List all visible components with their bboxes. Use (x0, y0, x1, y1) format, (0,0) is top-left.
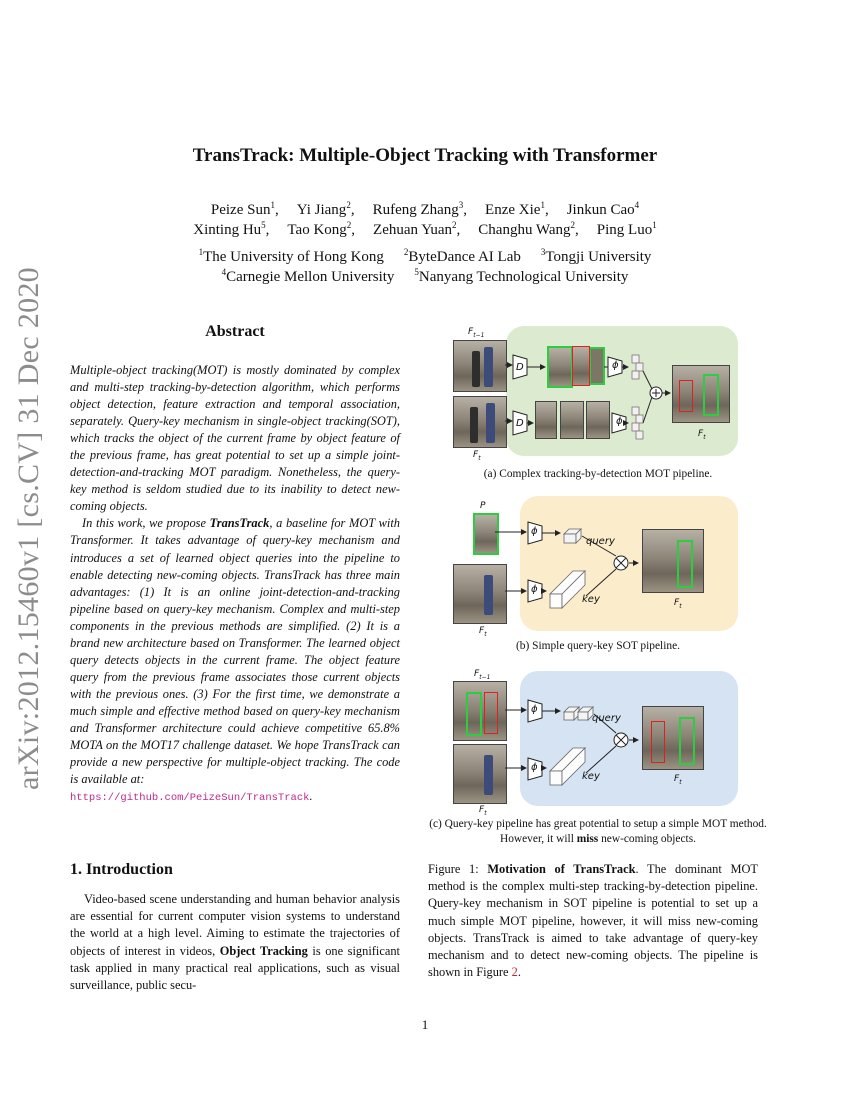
author-2-1: Tao Kong$^2$, (287, 220, 356, 238)
code-url-link[interactable]: https://github.com/PeizeSun/TransTrack (70, 792, 310, 805)
caption-c (428, 817, 768, 847)
affiliation-1-0: $^1$The University of Hong Kong (198, 247, 384, 265)
caption-c-text: (c) Query-key pipeline has great potential to setup a simple MOT method. However, it will (429, 818, 767, 845)
abstract-heading: Abstract (205, 323, 265, 340)
output-image-a (672, 365, 730, 423)
phi-label-a-top: ϕ (612, 360, 619, 371)
introduction-heading: 1. Introduction (70, 861, 173, 878)
detector-d-label-bottom: D (516, 418, 524, 429)
paper-title: TransTrack: Multiple-Object Tracking with Transformer (192, 145, 658, 166)
affiliation-5-1: $^5$Nanyang Technological University (414, 267, 629, 285)
affiliations-line-1 (100, 247, 750, 266)
abstract-p2-body: , a baseline for MOT with Transformer. It takes advantage of query-key mechanism and introduces a set of learned object queries into the pipeline to enable detecting new-coming objects. TransTrack has three main advantages: (1) It is an online joint-detection-and-tracking pipeline based on query-key mechanism. Complex and multi-step components in the previous methods are simplified. (2) It is a brand new architecture based on Transformer. The learned object query detects objects in the current frame. The object feature query from the previous frame associates those current objects with the previous ones. (3) For the first time, we demonstrate a much simple and effective method based on query-key mechanism and Transformer architecture could achieve competitive 65.8% MOTA on the MOT17 challenge dataset. We hope TransTrack can provide a new perspective for multiple-object tracking. The code is available at: (70, 516, 400, 787)
affiliation-3-2: $^3$Tongji University (540, 247, 652, 265)
affiliation-4-0: $^4$Carnegie Mellon University (221, 267, 395, 285)
label-f-prev-a: $F_{t-1}$ (468, 327, 485, 339)
author-2-3: Changhu Wang$^2$, (478, 220, 579, 238)
query-label-c: query (592, 713, 621, 724)
transtrack-bold: TransTrack (209, 516, 270, 531)
label-f-out-a: $F_t$ (698, 429, 706, 441)
phi-label-c-top: ϕ (531, 704, 538, 715)
key-label-c: key (582, 771, 600, 782)
crop-image-a-5 (586, 401, 610, 439)
label-f-cur-c: $F_t$ (479, 805, 487, 817)
abstract-paragraph-2 (70, 515, 400, 807)
author-2-2: Zehuan Yuan$^2$, (373, 220, 461, 238)
output-image-c (642, 706, 704, 770)
crop-image-a-1 (547, 346, 573, 388)
phi-label-b-bottom: ϕ (531, 584, 538, 595)
detector-d-label-top: D (516, 362, 524, 373)
caption-a: (a) Complex tracking-by-detection MOT pipeline. (483, 468, 713, 480)
output-image-b (642, 529, 704, 593)
phi-label-b-top: ϕ (531, 526, 538, 537)
caption-c-tail: new-coming objects. (598, 833, 696, 845)
query-label-b: query (586, 536, 615, 547)
introduction-paragraph-1 (70, 891, 400, 994)
affiliations-line-2 (100, 267, 750, 286)
crop-image-a-2 (572, 346, 590, 386)
label-f-out-b: $F_t$ (674, 598, 682, 610)
phi-label-c-bottom: ϕ (531, 762, 538, 773)
url-period: . (309, 789, 313, 804)
authors-line-1 (100, 200, 750, 219)
intro-text-tail: is one significant task applied in many practical real applications, such as visual surveillance, public secu- (70, 943, 400, 993)
affiliation-2-1: $^2$ByteDance AI Lab (403, 247, 521, 265)
authors-line-2 (100, 220, 750, 239)
figure-panel-a (430, 323, 760, 463)
figure-panel-c (430, 666, 760, 816)
intro-text: Video-based scene understanding and human behavior analysis are essential for current computer vision systems to understand the world at a high level. Aiming to estimate the trajectories of objects of interest in videos, (70, 892, 400, 958)
arxiv-stamp: arXiv:2012.15460v1 [cs.CV] 31 Dec 2020 (12, 267, 45, 790)
caption-c-miss: miss (576, 833, 599, 845)
author-4-4: Jinkun Cao$^4$ (566, 200, 640, 218)
crop-image-a-3 (535, 401, 557, 439)
author-1-4: Ping Luo$^1$ (596, 220, 657, 238)
figure-1-caption (428, 861, 758, 981)
label-f-out-c: $F_t$ (674, 774, 682, 786)
abstract-p2-start: In this work, we propose (82, 516, 210, 531)
label-f-prev-c: $F_{t-1}$ (474, 669, 491, 681)
figure-1-bold-title: Motivation of TransTrack (487, 862, 636, 876)
phi-label-a-bottom: ϕ (616, 416, 623, 427)
figure-2-ref-link[interactable]: 2 (511, 965, 518, 980)
caption-b: (b) Simple query-key SOT pipeline. (516, 640, 680, 652)
author-5-0: Xinting Hu$^5$, (193, 220, 270, 238)
figure-1-body: . The dominant MOT method is the complex multi-step tracking-by-detection pipeline. Query-key mechanism in SOT pipeline is potential to set up a much simple MOT pipeline, however, it will miss new-coming objects. TransTrack is aimed to take advantage of query-key mechanism and to detect new-coming objects. The pipeline is shown in Figure (428, 862, 758, 980)
key-label-b: key (582, 594, 600, 605)
label-f-cur-b: $F_t$ (479, 626, 487, 638)
figure-1-end: . (517, 965, 521, 980)
label-p: P (480, 501, 486, 511)
author-1-3: Enze Xie$^1$, (485, 200, 549, 218)
crop-image-a-4 (560, 401, 584, 439)
author-1-0: Peize Sun$^1$, (210, 200, 279, 218)
panel-b-diagram (430, 496, 760, 636)
figure-panel-b (430, 496, 760, 636)
introduction-body (70, 891, 400, 994)
abstract-paragraph-1: Multiple-object tracking(MOT) is mostly dominated by complex and multi-step tracking-by-detection algorithm, which performs object detection, feature extraction and temporal association, separately. Query-key mechanism in single-object tracking(SOT), which tracks the object of the current frame by object feature of the previous frame, has great potential to set up a simple joint-detection-and-tracking MOT paradigm. Nonetheless, the query-key method is seldom studied due to its inability to detect new-coming objects. (70, 363, 400, 514)
figure-1-label: Figure 1: (428, 862, 488, 876)
panel-c-diagram (430, 666, 760, 816)
author-3-2: Rufeng Zhang$^3$, (372, 200, 468, 218)
author-2-1: Yi Jiang$^2$, (296, 200, 355, 218)
abstract-body (70, 362, 400, 807)
label-f-cur-a: $F_t$ (473, 450, 481, 462)
object-tracking-bold: Object Tracking (219, 943, 308, 958)
page-number: 1 (421, 1017, 429, 1032)
